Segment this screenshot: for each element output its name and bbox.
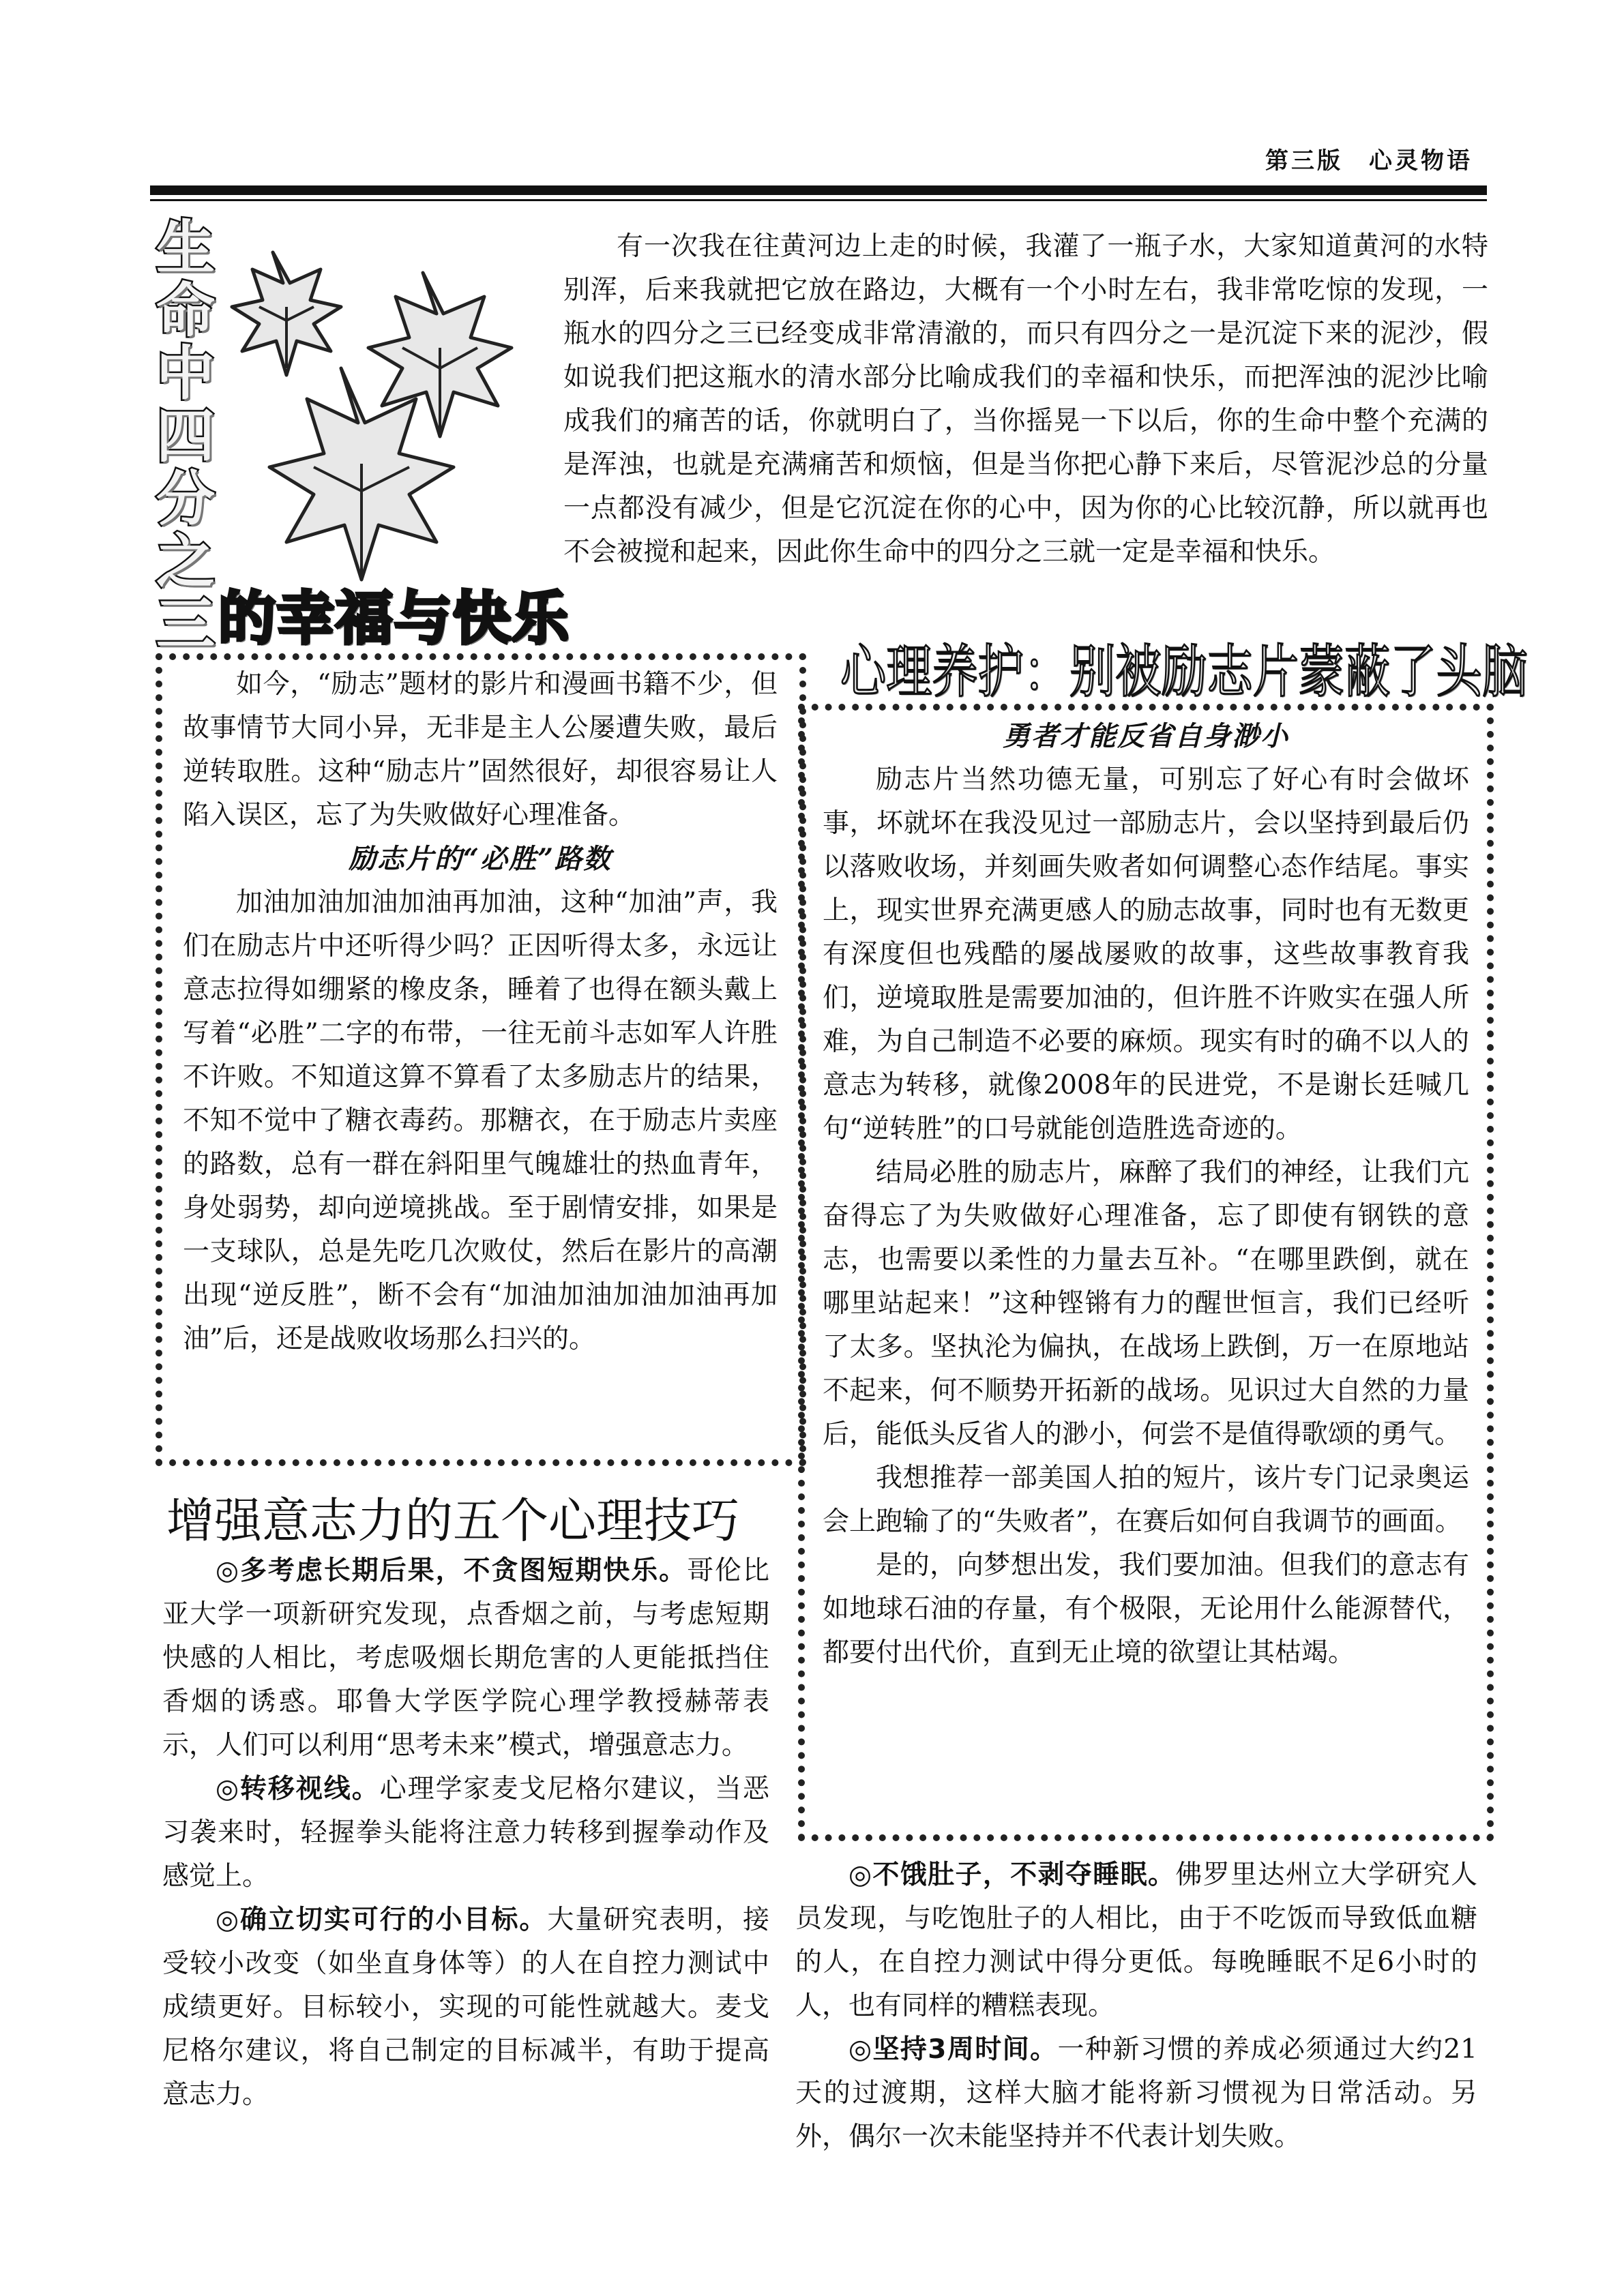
feature-title-vertical <box>149 214 222 659</box>
tip-item <box>162 1898 769 2117</box>
title-char: 四 <box>156 402 215 471</box>
feature-body: 有一次我在往黄河边上走的时候，我灌了一瓶子水，大家知道黄河的水特别浑，后来我就把它放在路边，大概有一个小时左右，我非常吃惊的发现，一瓶水的四分之三已经变成非常清澈的，而只有四分之一是沉淀下来的泥沙，假如说我们把这瓶水的清水部分比喻成我们的幸福和快乐，而把浑浊的泥沙比喻成我们的痛苦的话，你就明白了，当你摇晃一下以后，你的生命中整个充满的是浑浊，也就是充满痛苦和烦恼，但是当你把心静下来后，尽管泥沙总的分量一点都没有减少，但是它沉淀在你的心中，因为你的心比较沉静，所以就再也不会被搅和起来，因此你生命中的四分之三就一定是幸福和快乐。 <box>563 231 1488 567</box>
tips-list-right <box>795 1853 1477 2159</box>
tip-lead: ◎确立切实可行的小目标。 <box>216 1905 548 1935</box>
tip-text: 一种新习惯的养成必须通过大约21天的过渡期，这样大脑才能将新习惯视为日常活动。另外，偶尔一次未能坚持并不代表计划失败。 <box>795 2034 1477 2152</box>
header-rule <box>150 185 1487 195</box>
right-article-paragraph: 是的，向梦想出发，我们要加油。但我们的意志有如地球石油的存量，有个极限，无论用什么能源替代，都要付出代价，直到无止境的欲望让其枯竭。 <box>823 1550 1469 1668</box>
right-article-title: 心理养护：别被励志片蒙蔽了头脑 <box>840 638 1529 705</box>
tip-lead: ◎多考虑长期后果，不贪图短期快乐。 <box>216 1555 688 1586</box>
feature-title-horizontal: 的幸福与快乐 <box>218 585 571 652</box>
tip-lead: ◎不饿肚子，不剥夺睡眠。 <box>848 1860 1176 1890</box>
tips-title: 增强意志力的五个心理技巧 <box>166 1493 739 1549</box>
tips-list-left <box>162 1549 769 2117</box>
tip-text: 心理学家麦戈尼格尔建议，当恶习袭来时，轻握拳头能将注意力转移到握拳动作及感觉上。 <box>162 1774 769 1892</box>
title-char: 命 <box>156 277 215 345</box>
left-article-intro: 如今，“励志”题材的影片和漫画书籍不少，但故事情节大同小异，无非是主人公屡遭失败，最后逆转取胜。这种“励志片”固然很好，却很容易让人陷入误区，忘了为失败做好心理准备。 <box>183 669 778 831</box>
tip-item <box>162 1549 769 1768</box>
left-article-subhead: 励志片的“必胜”路数 <box>348 843 612 875</box>
right-article-subhead: 勇者才能反省自身渺小 <box>1003 720 1289 752</box>
left-article <box>183 663 778 1361</box>
page-header-label: 第三版 心灵物语 <box>1265 147 1473 175</box>
title-char: 生 <box>156 214 215 282</box>
tip-lead: ◎坚持3周时间。 <box>848 2034 1058 2065</box>
left-article-body: 加油加油加油加油再加油，这种“加油”声，我们在励志片中还听得少吗？正因听得太多，永远让意志拉得如绷紧的橡皮条，睡着了也得在额头戴上写着“必胜”二字的布带，一往无前斗志如军人许胜不许败。不知道这算不算看了太多励志片的结果，不知不觉中了糖衣毒药。那糖衣，在于励志片卖座的路数，总有一群在斜阳里气魄雄壮的热血青年，身处弱势，却向逆境挑战。至于剧情安排，如果是一支球队，总是先吃几次败仗，然后在影片的高潮出现“逆反胜”，断不会有“加油加油加油加油再加油”后，还是战败收场那么扫兴的。 <box>183 887 778 1354</box>
title-char: 三 <box>156 591 215 659</box>
title-char: 分 <box>156 465 215 533</box>
tip-lead: ◎转移视线。 <box>216 1774 380 1804</box>
right-article-paragraph: 结局必胜的励志片，麻醉了我们的神经，让我们亢奋得忘了为失败做好心理准备，忘了即使有钢铁的意志，也需要以柔性的力量去互补。“在哪里跌倒，就在哪里站起来！”这种铿锵有力的醒世恒言，我们已经听了太多。坚执沦为偏执，在战场上跌倒，万一在原地站不起来，何不顺势开拓新的战场。见识过大自然的力量后，能低头反省人的渺小，何尝不是值得歌颂的勇气。 <box>823 1157 1469 1450</box>
right-article <box>823 715 1469 1675</box>
tip-text: 哥伦比亚大学一项新研究发现，点香烟之前，与考虑短期快感的人相比，考虑吸烟长期危害的人更能抵挡住香烟的诱惑。耶鲁大学医学院心理学教授赫蒂表示，人们可以利用“思考未来”模式，增强意志力。 <box>162 1555 769 1761</box>
tip-item <box>795 2028 1477 2159</box>
title-char: 中 <box>156 340 215 408</box>
tip-text: 佛罗里达州立大学研究人员发现，与吃饱肚子的人相比，由于不吃饭而导致低血糖的人，在自控力测试中得分更低。每晚睡眠不足6小时的人，也有同样的糟糕表现。 <box>795 1860 1477 2021</box>
tip-item <box>162 1768 769 1898</box>
right-article-paragraph: 励志片当然功德无量，可别忘了好心有时会做坏事，坏就坏在我没见过一部励志片，会以坚持到最后仍以落败收场，并刻画失败者如何调整心态作结尾。事实上，现实世界充满更感人的励志故事，同时也有无数更有深度但也残酷的屡战屡败的故事，这些故事教育我们，逆境取胜是需要加油的，但许胜不许败实在强人所难，为自己制造不必要的麻烦。现实有时的确不以人的意志为转移，就像2008年的民进党，不是谢长廷喊几句“逆转胜”的口号就能创造胜选奇迹的。 <box>823 764 1469 1144</box>
maple-leaf-icon <box>218 232 559 586</box>
right-article-paragraph: 我想推荐一部美国人拍的短片，该片专门记录奥运会上跑输了的“失败者”，在赛后如何自我调节的画面。 <box>823 1463 1469 1537</box>
title-char: 之 <box>156 528 215 596</box>
tip-text: 大量研究表明，接受较小改变（如坐直身体等）的人在自控力测试中成绩更好。目标较小，实现的可能性就越大。麦戈尼格尔建议，将自己制定的目标减半，有助于提高意志力。 <box>162 1905 769 2110</box>
tip-item <box>795 1853 1477 2028</box>
header-rule-thin <box>150 199 1487 201</box>
